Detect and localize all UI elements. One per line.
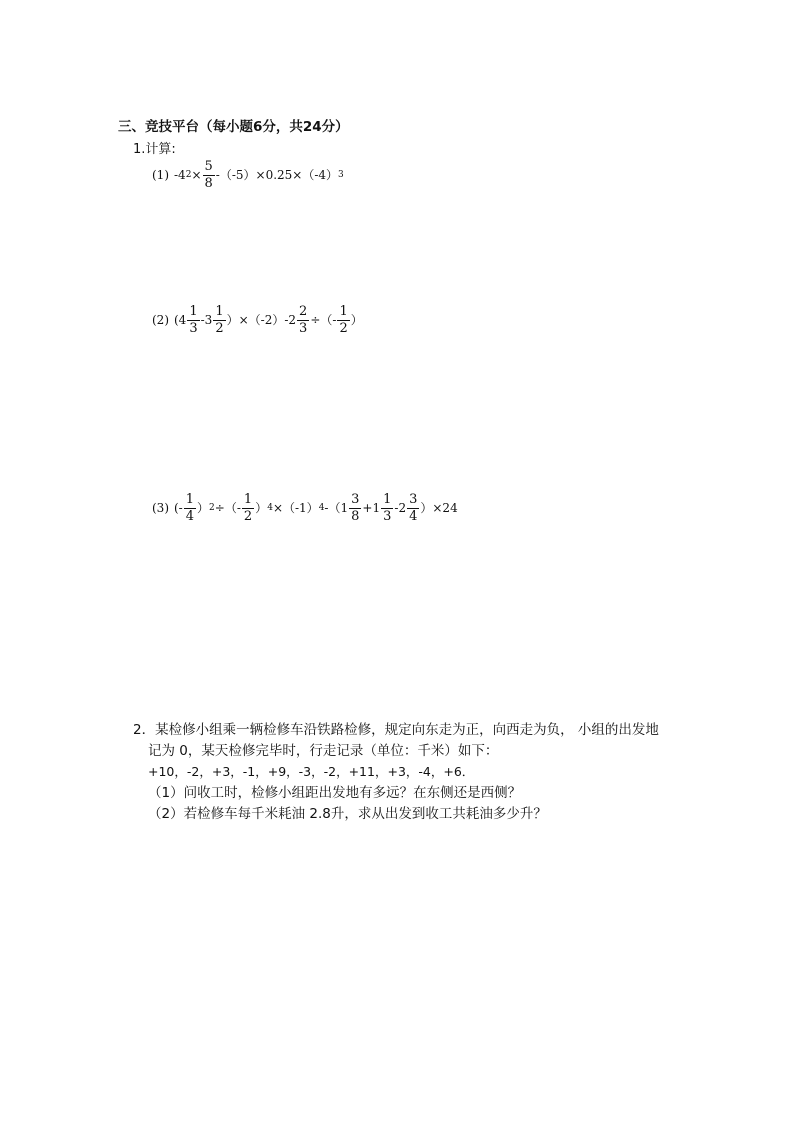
denominator: 3 — [383, 508, 392, 524]
fraction — [187, 305, 199, 335]
expr-text: -2 — [394, 501, 407, 516]
numerator: 3 — [409, 492, 418, 507]
expr-text: ） — [255, 501, 268, 516]
expr-text: +1 — [362, 501, 381, 516]
expr-text: ÷（- — [310, 313, 337, 328]
numerator: 3 — [351, 492, 360, 507]
expr-text: -（1 — [324, 501, 349, 516]
numerator: 2 — [299, 304, 308, 319]
denominator: 3 — [189, 320, 198, 336]
problem-1-expression: (1) -4 2 × $\frac{5}{8}$ -（-5）×0.25×（-4） 3 — [152, 159, 344, 191]
expr-text: ） — [197, 501, 210, 516]
question-2-line-2: 记为 0，某天检修完毕时，行走记录（单位：千米）如下： — [148, 743, 499, 759]
problem-2-number: (2) — [152, 313, 169, 328]
expr-text: -（-5）×0.25×（-4） — [215, 168, 339, 183]
fraction — [407, 493, 419, 523]
denominator: 2 — [243, 508, 253, 524]
numerator: 1 — [243, 492, 253, 507]
fraction — [203, 160, 215, 190]
numerator: 1 — [215, 304, 224, 319]
fraction — [242, 493, 254, 523]
section-title: 三、竞技平台（每小题6分，共24分） — [118, 119, 349, 135]
fraction — [213, 305, 225, 335]
expr-text: -3 — [200, 313, 213, 328]
fraction — [381, 493, 393, 523]
expr-text: ）×（-2）-2 — [226, 313, 297, 328]
question-2-sub-2: （2）若检修车每千米耗油 2.8升，求从出发到收工共耗油多少升？ — [148, 806, 547, 822]
numerator: 1 — [189, 304, 198, 319]
numerator: 5 — [204, 159, 213, 174]
fraction — [337, 305, 349, 335]
question-1-label: 1.计算: — [133, 142, 176, 157]
expr-text: (- — [174, 501, 183, 516]
question-2-sub-1: （1）问收工时，检修小组距出发地有多远？在东侧还是西侧？ — [148, 785, 522, 801]
question-2-data-list: +10，-2，+3，-1，+9，-3，-2，+11，+3，-4，+6． — [148, 764, 475, 779]
expr-text: ） — [350, 313, 363, 328]
problem-3-expression: (3) (- $\frac{1}{4}$ ） 2 ÷（- $\frac{1}{2}$ ） 4 ×（-1） 4 -（1 $\frac{3}{8}$ +1 $\frac{1}{3}$ -2 $\frac{3}{4}$ ）×24 — [152, 492, 458, 524]
numerator: 1 — [185, 492, 195, 507]
numerator: 1 — [383, 492, 392, 507]
expr-text: (4 — [174, 313, 187, 328]
problem-1-number: (1) — [152, 168, 169, 183]
denominator: 8 — [204, 175, 213, 191]
denominator: 8 — [351, 508, 360, 524]
numerator: 1 — [339, 304, 348, 319]
denominator: 4 — [185, 508, 195, 524]
denominator: 4 — [409, 508, 418, 524]
fraction — [297, 305, 309, 335]
expr-text: -4 — [174, 168, 186, 183]
fraction — [184, 493, 196, 523]
expr-text: ）×24 — [420, 501, 458, 516]
expr-text: ÷（- — [214, 501, 241, 516]
expr-text: ×（-1） — [272, 501, 319, 516]
denominator: 2 — [339, 320, 348, 336]
denominator: 3 — [299, 320, 308, 336]
question-2-line-1: 2．某检修小组乘一辆检修车沿铁路检修，规定向东走为正，向西走为负， 小组的出发地 — [133, 722, 659, 738]
problem-2-expression — [152, 305, 363, 335]
fraction — [349, 493, 361, 523]
expr-text: × — [191, 168, 202, 183]
denominator: 2 — [215, 320, 224, 336]
problem-3-number: (3) — [152, 501, 169, 516]
